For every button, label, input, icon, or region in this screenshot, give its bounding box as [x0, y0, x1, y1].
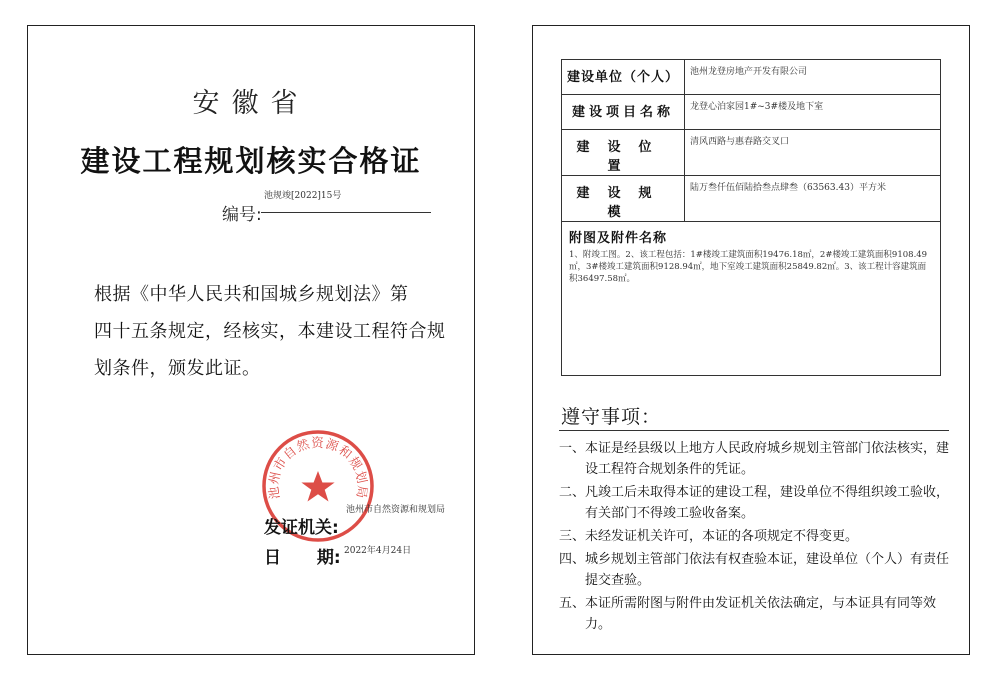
row-label: 建设规模 — [562, 176, 685, 222]
note-number: 四、 — [559, 552, 586, 567]
issuing-authority-label: 发证机关: — [264, 518, 339, 538]
table-row — [562, 60, 941, 95]
note-text: 城乡规划主管部门依法有权查验本证，建设单位（个人）有责任提交查验。 — [585, 552, 950, 588]
certificate-details-page — [532, 25, 970, 655]
table-row — [562, 95, 941, 130]
notes-divider — [559, 430, 949, 431]
issue-date-value: 2022年4月24日 — [344, 546, 412, 556]
table-row — [562, 222, 941, 376]
note-item — [559, 549, 954, 591]
note-text: 本证是经县级以上地方人民政府城乡规划主管部门依法核实，建设工程符合规划条件的凭证。 — [585, 441, 950, 477]
statement-line: 划条件，颁发此证。 — [94, 358, 261, 379]
certificate-number-underline — [261, 212, 431, 213]
row-label: 建设单位（个人） — [562, 60, 685, 95]
note-number: 一、 — [559, 441, 586, 456]
table-row — [562, 176, 941, 222]
row-value: 清风西路与惠春路交叉口 — [685, 130, 941, 176]
seal-star-icon — [301, 471, 334, 502]
row-value: 池州龙登房地产开发有限公司 — [685, 60, 941, 95]
notes-title: 遵守事项： — [561, 406, 662, 428]
note-text: 本证所需附图与附件由发证机关依法确定，与本证具有同等效力。 — [585, 596, 937, 632]
issuing-authority-value: 池州市自然资源和规划局 — [346, 505, 446, 515]
row-value: 龙登心泊家园1#~3#楼及地下室 — [685, 95, 941, 130]
statement-line: 根据《中华人民共和国城乡规划法》第 — [94, 284, 409, 305]
seal-text: 池州市自然资源和规划局 — [265, 434, 371, 501]
note-item — [559, 438, 954, 480]
note-text: 凡竣工后未取得本证的建设工程，建设单位不得组织竣工验收，有关部门不得竣工验收备案。 — [585, 485, 950, 521]
certificate-number-value: 池规竣[2022]15号 — [264, 191, 342, 201]
notes-list — [559, 438, 954, 637]
row-label: 建设项目名称 — [562, 95, 685, 130]
note-number: 五、 — [559, 596, 586, 611]
project-info-table — [561, 59, 941, 376]
table-row — [562, 130, 941, 176]
certificate-number-label: 编号: — [222, 205, 262, 225]
certificate-title: 建设工程规划核实合格证 — [80, 144, 422, 178]
attachments-text: 1、附竣工图。2、该工程包括：1#楼竣工建筑面积19476.18㎡，2#楼竣工建筑面积9108.49㎡，3#楼竣工建筑面积9128.94㎡，地下室竣工建筑面积25849.82㎡。3、该工程计容建筑面积36497.58㎡。 — [569, 250, 928, 284]
statement-line: 四十五条规定，经核实，本建设工程符合规 — [94, 321, 446, 342]
attachments-cell — [562, 222, 941, 376]
note-number: 二、 — [559, 485, 586, 500]
row-label: 建设位置 — [562, 130, 685, 176]
note-number: 三、 — [559, 529, 586, 544]
issue-date-label: 日 期: — [264, 548, 341, 568]
certificate-cover-page — [27, 25, 475, 655]
province-heading: 安徽省 — [192, 88, 310, 119]
attachments-title: 附图及附件名称 — [569, 231, 668, 246]
row-value: 陆万叁仟伍佰陆拾叁点肆叁（63563.43）平方米 — [685, 176, 941, 222]
certificate-statement — [94, 276, 446, 387]
note-item — [559, 593, 954, 635]
note-item — [559, 526, 954, 547]
note-text: 未经发证机关许可，本证的各项规定不得变更。 — [585, 529, 859, 544]
note-item — [559, 482, 954, 524]
